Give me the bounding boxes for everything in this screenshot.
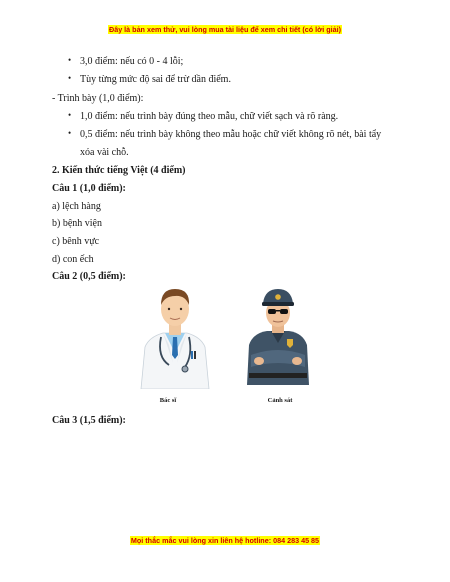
score-line-3: 1,0 điểm: nếu trình bày đúng theo mẫu, chữ viết sạch và rõ ràng.: [80, 111, 339, 122]
doctor-illustration: [135, 285, 215, 389]
police-caption: Cảnh sát: [267, 397, 293, 404]
score-line-4-cont: xóa vài chỗ.: [80, 147, 129, 158]
question-3-heading: Câu 3 (1,5 điểm):: [52, 415, 126, 426]
question-1-heading: Câu 1 (1,0 điểm):: [52, 183, 126, 194]
score-line-2: Tùy từng mức độ sai để trừ dần điểm.: [80, 74, 231, 85]
preview-banner: Đây là bản xem thử, vui lòng mua tài liệu để xem chi tiết (có lời giải): [109, 25, 341, 34]
hotline-banner: Mọi thắc mắc vui lòng xin liên hệ hotline: 084 283 45 85: [130, 536, 320, 545]
doctor-caption: Bác sĩ: [159, 397, 177, 404]
bullet: •: [68, 73, 72, 83]
score-line-1: 3,0 điểm: nếu có 0 - 4 lỗi;: [80, 56, 184, 67]
bullet: •: [68, 55, 72, 65]
question-2-heading: Câu 2 (0,5 điểm):: [52, 271, 126, 282]
section-heading: 2. Kiến thức tiếng Việt (4 điểm): [52, 165, 186, 176]
score-line-4: 0,5 điểm: nếu trình bày không theo mẫu hoặc chữ viết không rõ nét, bài tẩy: [80, 129, 382, 140]
answer-a: a) lệch hàng: [52, 201, 101, 212]
police-illustration: [243, 287, 313, 385]
answer-b: b) bệnh viện: [52, 218, 102, 229]
answer-c: c) bênh vực: [52, 236, 100, 247]
bullet: •: [68, 128, 72, 138]
presentation-heading: - Trình bày (1,0 điểm):: [52, 93, 144, 104]
bullet: •: [68, 110, 72, 120]
answer-d: d) con ếch: [52, 254, 94, 265]
